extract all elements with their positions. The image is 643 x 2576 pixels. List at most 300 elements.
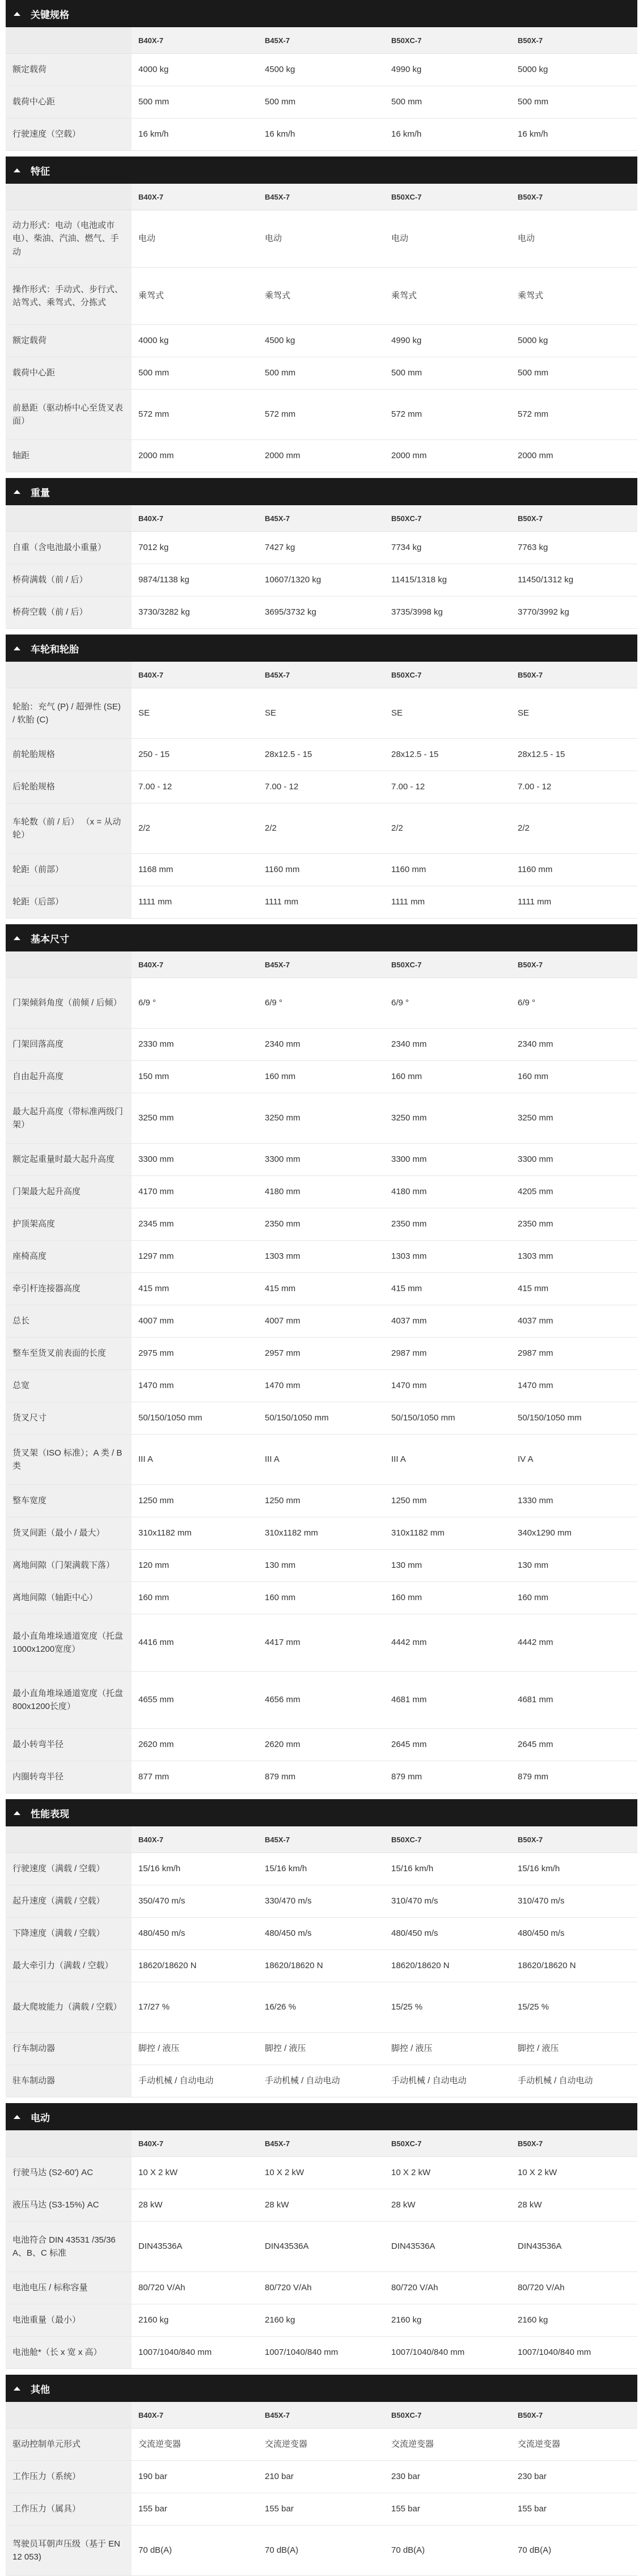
- spec-value: 80/720 V/Ah: [511, 2272, 637, 2304]
- table-row: [6, 1370, 637, 1402]
- spec-value: 16 km/h: [132, 119, 258, 151]
- table-row: [6, 1761, 637, 1794]
- table-row: [6, 390, 637, 440]
- spec-value: 28x12.5 - 15: [511, 739, 637, 771]
- spec-value: 3250 mm: [384, 1093, 511, 1144]
- table-row: [6, 1208, 637, 1241]
- spec-value: 1250 mm: [384, 1485, 511, 1517]
- spec-value: 1111 mm: [511, 886, 637, 919]
- table-row: [6, 854, 637, 886]
- section-title: 性能表现: [31, 1808, 69, 1820]
- spec-value: 28 kW: [511, 2189, 637, 2222]
- model-header-row: [6, 662, 637, 688]
- table-row: [6, 357, 637, 390]
- model-header: B40X-7: [132, 951, 258, 978]
- spec-label: 货叉架（ISO 标准）；A 类 / B 类: [6, 1435, 132, 1485]
- model-header: B50X-7: [511, 1826, 637, 1853]
- model-header: B50XC-7: [384, 27, 511, 54]
- table-row: [6, 1729, 637, 1761]
- spec-value: 155 bar: [258, 2493, 384, 2526]
- table-row: [6, 1982, 637, 2033]
- table-row: [6, 597, 637, 629]
- spec-label: 行驶速度（满载 / 空载）: [6, 1853, 132, 1885]
- spec-value: 330/470 m/s: [258, 1885, 384, 1918]
- table-row: [6, 1241, 637, 1273]
- spec-value: 10 X 2 kW: [132, 2157, 258, 2189]
- spec-value: 4681 mm: [511, 1672, 637, 1729]
- model-header-row: [6, 951, 637, 978]
- model-header: B50XC-7: [384, 2402, 511, 2429]
- spec-label: 载荷中心距: [6, 86, 132, 119]
- spec-value: 2340 mm: [258, 1029, 384, 1061]
- spec-value: 手动机械 / 自动电动: [132, 2065, 258, 2097]
- spec-value: 1250 mm: [258, 1485, 384, 1517]
- spec-table: [6, 505, 637, 629]
- spec-label: 后轮胎规格: [6, 771, 132, 803]
- spec-value: 3250 mm: [132, 1093, 258, 1144]
- spec-table: [6, 1826, 637, 2097]
- chevron-up-icon: [14, 1811, 20, 1815]
- spec-value: 4500 kg: [258, 325, 384, 357]
- spec-value: 500 mm: [511, 86, 637, 119]
- spec-value: 2645 mm: [384, 1729, 511, 1761]
- spec-value: 2000 mm: [132, 440, 258, 472]
- spec-label: 自重（含电池最小重量）: [6, 532, 132, 564]
- spec-value: 1297 mm: [132, 1241, 258, 1273]
- spec-value: 脚控 / 液压: [132, 2033, 258, 2065]
- spec-value: 脚控 / 液压: [384, 2033, 511, 2065]
- spec-label: 工作压力（系统）: [6, 2461, 132, 2493]
- model-header: B40X-7: [132, 1826, 258, 1853]
- spec-value: 7763 kg: [511, 532, 637, 564]
- table-row: [6, 978, 637, 1029]
- spec-value: 1168 mm: [132, 854, 258, 886]
- chevron-up-icon: [14, 936, 20, 940]
- spec-value: 877 mm: [132, 1761, 258, 1794]
- model-header: B40X-7: [132, 662, 258, 688]
- spec-value: 500 mm: [384, 357, 511, 390]
- spec-value: 17/27 %: [132, 1982, 258, 2033]
- spec-label: 离地间隙（轴距中心）: [6, 1582, 132, 1614]
- spec-label: 座椅高度: [6, 1241, 132, 1273]
- spec-value: 80/720 V/Ah: [132, 2272, 258, 2304]
- spec-label: 前悬距（驱动桥中心至货叉表面）: [6, 390, 132, 440]
- table-row: [6, 1582, 637, 1614]
- spec-value: 310x1182 mm: [384, 1517, 511, 1550]
- spec-value: 879 mm: [258, 1761, 384, 1794]
- spec-label: 额定起重量时最大起升高度: [6, 1144, 132, 1176]
- spec-value: 2350 mm: [258, 1208, 384, 1241]
- spec-value: 4656 mm: [258, 1672, 384, 1729]
- table-row: [6, 2429, 637, 2461]
- spec-value: 手动机械 / 自动电动: [258, 2065, 384, 2097]
- spec-value: 160 mm: [384, 1582, 511, 1614]
- spec-value: 4037 mm: [384, 1305, 511, 1338]
- spec-label: 电池符合 DIN 43531 /35/36 A、B、C 标准: [6, 2222, 132, 2272]
- model-header-row: [6, 184, 637, 210]
- table-row: [6, 771, 637, 803]
- spec-label: 起升速度（满载 / 空载）: [6, 1885, 132, 1918]
- spec-value: 15/25 %: [511, 1982, 637, 2033]
- spec-label: 电池舱*（长 x 宽 x 高）: [6, 2337, 132, 2369]
- spec-value: 160 mm: [384, 1061, 511, 1093]
- spec-value: 310/470 m/s: [384, 1885, 511, 1918]
- spec-value: 500 mm: [258, 86, 384, 119]
- spec-value: 1111 mm: [258, 886, 384, 919]
- spec-value: 脚控 / 液压: [258, 2033, 384, 2065]
- spec-value: 4655 mm: [132, 1672, 258, 1729]
- table-row: [6, 1885, 637, 1918]
- spec-label: 总宽: [6, 1370, 132, 1402]
- section-header-toggle[interactable]: [6, 0, 637, 27]
- spec-section: [6, 156, 637, 472]
- spec-value: 310/470 m/s: [511, 1885, 637, 1918]
- model-header: B45X-7: [258, 505, 384, 532]
- table-row: [6, 1029, 637, 1061]
- spec-label: 操作形式：手动式、步行式、站驾式、乘驾式、分拣式: [6, 268, 132, 325]
- spec-value: 交流逆变器: [511, 2429, 637, 2461]
- spec-value: 1111 mm: [132, 886, 258, 919]
- spec-value: 18620/18620 N: [384, 1950, 511, 1982]
- table-row: [6, 1435, 637, 1485]
- spec-value: 18620/18620 N: [511, 1950, 637, 1982]
- spec-value: 2620 mm: [132, 1729, 258, 1761]
- spec-section: [6, 2375, 637, 2576]
- spec-value: 10 X 2 kW: [511, 2157, 637, 2189]
- spec-label: 护顶架高度: [6, 1208, 132, 1241]
- table-row: [6, 268, 637, 325]
- chevron-up-icon: [14, 490, 20, 494]
- table-row: [6, 2526, 637, 2576]
- header-blank-cell: [6, 27, 132, 54]
- spec-value: 80/720 V/Ah: [384, 2272, 511, 2304]
- spec-value: 5000 kg: [511, 325, 637, 357]
- model-header: B50XC-7: [384, 2130, 511, 2157]
- spec-label: 行驶速度（空载）: [6, 119, 132, 151]
- spec-value: SE: [132, 688, 258, 739]
- spec-value: 4205 mm: [511, 1176, 637, 1208]
- spec-value: SE: [384, 688, 511, 739]
- spec-value: 3730/3282 kg: [132, 597, 258, 629]
- spec-value: 28 kW: [132, 2189, 258, 2222]
- table-row: [6, 532, 637, 564]
- spec-value: 28x12.5 - 15: [384, 739, 511, 771]
- spec-value: 乘驾式: [258, 268, 384, 325]
- spec-value: 415 mm: [511, 1273, 637, 1305]
- table-row: [6, 2157, 637, 2189]
- spec-value: 10607/1320 kg: [258, 564, 384, 597]
- table-row: [6, 1614, 637, 1672]
- spec-value: 480/450 m/s: [384, 1918, 511, 1950]
- spec-value: 11450/1312 kg: [511, 564, 637, 597]
- spec-value: 乘驾式: [511, 268, 637, 325]
- spec-value: 7427 kg: [258, 532, 384, 564]
- spec-value: 160 mm: [258, 1061, 384, 1093]
- table-row: [6, 54, 637, 86]
- table-row: [6, 1918, 637, 1950]
- chevron-up-icon: [14, 12, 20, 16]
- spec-label: 桥荷空载（前 / 后）: [6, 597, 132, 629]
- spec-value: 350/470 m/s: [132, 1885, 258, 1918]
- model-header: B50X-7: [511, 2130, 637, 2157]
- spec-value: 50/150/1050 mm: [258, 1402, 384, 1435]
- spec-value: 50/150/1050 mm: [384, 1402, 511, 1435]
- spec-label: 行驶马达 (S2-60') AC: [6, 2157, 132, 2189]
- spec-table: [6, 951, 637, 1794]
- spec-value: 2/2: [511, 803, 637, 854]
- spec-value: 4417 mm: [258, 1614, 384, 1672]
- spec-value: DIN43536A: [384, 2222, 511, 2272]
- spec-value: 155 bar: [511, 2493, 637, 2526]
- spec-value: 7.00 - 12: [511, 771, 637, 803]
- spec-value: 2957 mm: [258, 1338, 384, 1370]
- spec-value: 2000 mm: [384, 440, 511, 472]
- spec-value: 500 mm: [258, 357, 384, 390]
- spec-value: 交流逆变器: [258, 2429, 384, 2461]
- spec-value: 16 km/h: [384, 119, 511, 151]
- spec-value: 1007/1040/840 mm: [384, 2337, 511, 2369]
- spec-value: III A: [132, 1435, 258, 1485]
- spec-value: 160 mm: [511, 1582, 637, 1614]
- spec-value: 2340 mm: [511, 1029, 637, 1061]
- spec-value: 2987 mm: [384, 1338, 511, 1370]
- spec-value: 415 mm: [384, 1273, 511, 1305]
- table-row: [6, 1273, 637, 1305]
- spec-value: 交流逆变器: [384, 2429, 511, 2461]
- spec-label: 最大牵引力（满载 / 空载）: [6, 1950, 132, 1982]
- table-row: [6, 2189, 637, 2222]
- spec-value: 2645 mm: [511, 1729, 637, 1761]
- model-header: B45X-7: [258, 2130, 384, 2157]
- table-row: [6, 739, 637, 771]
- spec-value: 120 mm: [132, 1550, 258, 1582]
- model-header: B50XC-7: [384, 951, 511, 978]
- spec-value: 50/150/1050 mm: [132, 1402, 258, 1435]
- spec-value: III A: [384, 1435, 511, 1485]
- model-header-row: [6, 2402, 637, 2429]
- spec-value: 1007/1040/840 mm: [132, 2337, 258, 2369]
- table-row: [6, 2493, 637, 2526]
- spec-value: 2987 mm: [511, 1338, 637, 1370]
- spec-value: 6/9 °: [258, 978, 384, 1029]
- spec-value: 70 dB(A): [384, 2526, 511, 2576]
- table-row: [6, 2033, 637, 2065]
- spec-value: 160 mm: [258, 1582, 384, 1614]
- model-header: B45X-7: [258, 1826, 384, 1853]
- spec-value: 电动: [132, 210, 258, 268]
- section-title: 关键规格: [31, 9, 69, 20]
- spec-value: 415 mm: [132, 1273, 258, 1305]
- table-row: [6, 1485, 637, 1517]
- spec-value: 7.00 - 12: [258, 771, 384, 803]
- model-header: B50XC-7: [384, 662, 511, 688]
- spec-value: 1303 mm: [384, 1241, 511, 1273]
- spec-value: 3300 mm: [132, 1144, 258, 1176]
- spec-value: SE: [511, 688, 637, 739]
- spec-value: 28x12.5 - 15: [258, 739, 384, 771]
- spec-label: 牵引杆连接器高度: [6, 1273, 132, 1305]
- spec-value: DIN43536A: [511, 2222, 637, 2272]
- spec-value: 4990 kg: [384, 54, 511, 86]
- spec-label: 货叉尺寸: [6, 1402, 132, 1435]
- spec-label: 门架回落高度: [6, 1029, 132, 1061]
- spec-value: 70 dB(A): [511, 2526, 637, 2576]
- spec-label: 电池重量（最小）: [6, 2304, 132, 2337]
- section-title: 基本尺寸: [31, 933, 69, 945]
- spec-value: 80/720 V/Ah: [258, 2272, 384, 2304]
- spec-value: 310x1182 mm: [258, 1517, 384, 1550]
- model-header: B50XC-7: [384, 184, 511, 210]
- spec-value: 1160 mm: [511, 854, 637, 886]
- spec-value: 10 X 2 kW: [258, 2157, 384, 2189]
- model-header: B45X-7: [258, 27, 384, 54]
- spec-value: 1330 mm: [511, 1485, 637, 1517]
- model-header: B40X-7: [132, 505, 258, 532]
- table-row: [6, 1950, 637, 1982]
- spec-table: [6, 2402, 637, 2576]
- spec-value: 11415/1318 kg: [384, 564, 511, 597]
- spec-value: 500 mm: [132, 357, 258, 390]
- table-row: [6, 688, 637, 739]
- table-row: [6, 2337, 637, 2369]
- spec-value: 230 bar: [384, 2461, 511, 2493]
- spec-value: 2350 mm: [384, 1208, 511, 1241]
- spec-value: 16 km/h: [258, 119, 384, 151]
- section-title: 电动: [31, 2112, 50, 2124]
- spec-value: 18620/18620 N: [132, 1950, 258, 1982]
- spec-value: 28 kW: [384, 2189, 511, 2222]
- section-header-toggle[interactable]: [6, 156, 637, 184]
- spec-value: 6/9 °: [511, 978, 637, 1029]
- model-header: B40X-7: [132, 27, 258, 54]
- spec-section: [6, 2103, 637, 2369]
- header-blank-cell: [6, 951, 132, 978]
- spec-value: 1470 mm: [384, 1370, 511, 1402]
- spec-value: 3250 mm: [258, 1093, 384, 1144]
- spec-value: DIN43536A: [258, 2222, 384, 2272]
- spec-value: 4037 mm: [511, 1305, 637, 1338]
- spec-value: 50/150/1050 mm: [511, 1402, 637, 1435]
- spec-value: 3695/3732 kg: [258, 597, 384, 629]
- spec-value: 4416 mm: [132, 1614, 258, 1672]
- spec-value: 230 bar: [511, 2461, 637, 2493]
- spec-value: 6/9 °: [132, 978, 258, 1029]
- section-header-toggle[interactable]: [6, 924, 637, 951]
- model-header: B50X-7: [511, 27, 637, 54]
- model-header: B50XC-7: [384, 505, 511, 532]
- spec-value: 18620/18620 N: [258, 1950, 384, 1982]
- spec-label: 下降速度（满载 / 空载）: [6, 1918, 132, 1950]
- section-header-toggle[interactable]: [6, 635, 637, 662]
- spec-value: 879 mm: [384, 1761, 511, 1794]
- model-header: B40X-7: [132, 2402, 258, 2429]
- spec-value: 2340 mm: [384, 1029, 511, 1061]
- model-header: B50XC-7: [384, 1826, 511, 1853]
- spec-value: 879 mm: [511, 1761, 637, 1794]
- spec-value: 1470 mm: [258, 1370, 384, 1402]
- spec-table: [6, 184, 637, 472]
- spec-label: 整车至货叉前表面的长度: [6, 1338, 132, 1370]
- spec-label: 最小转弯半径: [6, 1729, 132, 1761]
- spec-label: 行车制动器: [6, 2033, 132, 2065]
- spec-value: 1160 mm: [258, 854, 384, 886]
- spec-value: 250 - 15: [132, 739, 258, 771]
- spec-label: 轮距（后部）: [6, 886, 132, 919]
- section-title: 其他: [31, 2384, 50, 2395]
- table-row: [6, 119, 637, 151]
- spec-value: 15/16 km/h: [384, 1853, 511, 1885]
- table-row: [6, 1144, 637, 1176]
- table-row: [6, 803, 637, 854]
- spec-value: 7012 kg: [132, 532, 258, 564]
- spec-value: 1007/1040/840 mm: [511, 2337, 637, 2369]
- spec-value: 70 dB(A): [258, 2526, 384, 2576]
- spec-value: 4681 mm: [384, 1672, 511, 1729]
- spec-value: 2000 mm: [258, 440, 384, 472]
- spec-value: 480/450 m/s: [511, 1918, 637, 1950]
- spec-value: 乘驾式: [132, 268, 258, 325]
- section-header-toggle[interactable]: [6, 2375, 637, 2402]
- spec-value: 6/9 °: [384, 978, 511, 1029]
- spec-value: 2/2: [132, 803, 258, 854]
- spec-label: 轮胎：充气 (P) / 超弹性 (SE) / 软胎 (C): [6, 688, 132, 739]
- chevron-up-icon: [14, 2387, 20, 2391]
- spec-value: 190 bar: [132, 2461, 258, 2493]
- table-row: [6, 440, 637, 472]
- section-title: 重量: [31, 487, 50, 498]
- section-header-toggle[interactable]: [6, 478, 637, 505]
- spec-table: [6, 2130, 637, 2369]
- header-blank-cell: [6, 2402, 132, 2429]
- model-header: B50X-7: [511, 951, 637, 978]
- spec-label: 电池电压 / 标称容量: [6, 2272, 132, 2304]
- spec-value: 2/2: [384, 803, 511, 854]
- header-blank-cell: [6, 505, 132, 532]
- spec-label: 轮距（前部）: [6, 854, 132, 886]
- spec-value: 210 bar: [258, 2461, 384, 2493]
- spec-value: 150 mm: [132, 1061, 258, 1093]
- spec-label: 门架最大起升高度: [6, 1176, 132, 1208]
- table-row: [6, 1061, 637, 1093]
- section-header-toggle[interactable]: [6, 1799, 637, 1826]
- spec-value: 4007 mm: [132, 1305, 258, 1338]
- spec-value: 2000 mm: [511, 440, 637, 472]
- spec-value: 1250 mm: [132, 1485, 258, 1517]
- spec-value: 乘驾式: [384, 268, 511, 325]
- spec-label: 最大爬坡能力（满载 / 空载）: [6, 1982, 132, 2033]
- model-header-row: [6, 505, 637, 532]
- chevron-up-icon: [14, 168, 20, 172]
- spec-value: 160 mm: [511, 1061, 637, 1093]
- spec-value: 4000 kg: [132, 325, 258, 357]
- spec-label: 最小直角堆垛通道宽度（托盘1000x1200宽度）: [6, 1614, 132, 1672]
- spec-value: 7734 kg: [384, 532, 511, 564]
- spec-value: 手动机械 / 自动电动: [384, 2065, 511, 2097]
- spec-value: 1303 mm: [258, 1241, 384, 1273]
- section-header-toggle[interactable]: [6, 2103, 637, 2130]
- spec-value: 手动机械 / 自动电动: [511, 2065, 637, 2097]
- spec-value: 2620 mm: [258, 1729, 384, 1761]
- spec-value: 1470 mm: [511, 1370, 637, 1402]
- spec-label: 离地间隙（门架满载下落）: [6, 1550, 132, 1582]
- spec-value: 155 bar: [384, 2493, 511, 2526]
- table-row: [6, 886, 637, 919]
- spec-value: 7.00 - 12: [132, 771, 258, 803]
- spec-value: 572 mm: [511, 390, 637, 440]
- model-header: B45X-7: [258, 662, 384, 688]
- spec-label: 工作压力（属具）: [6, 2493, 132, 2526]
- spec-value: 1160 mm: [384, 854, 511, 886]
